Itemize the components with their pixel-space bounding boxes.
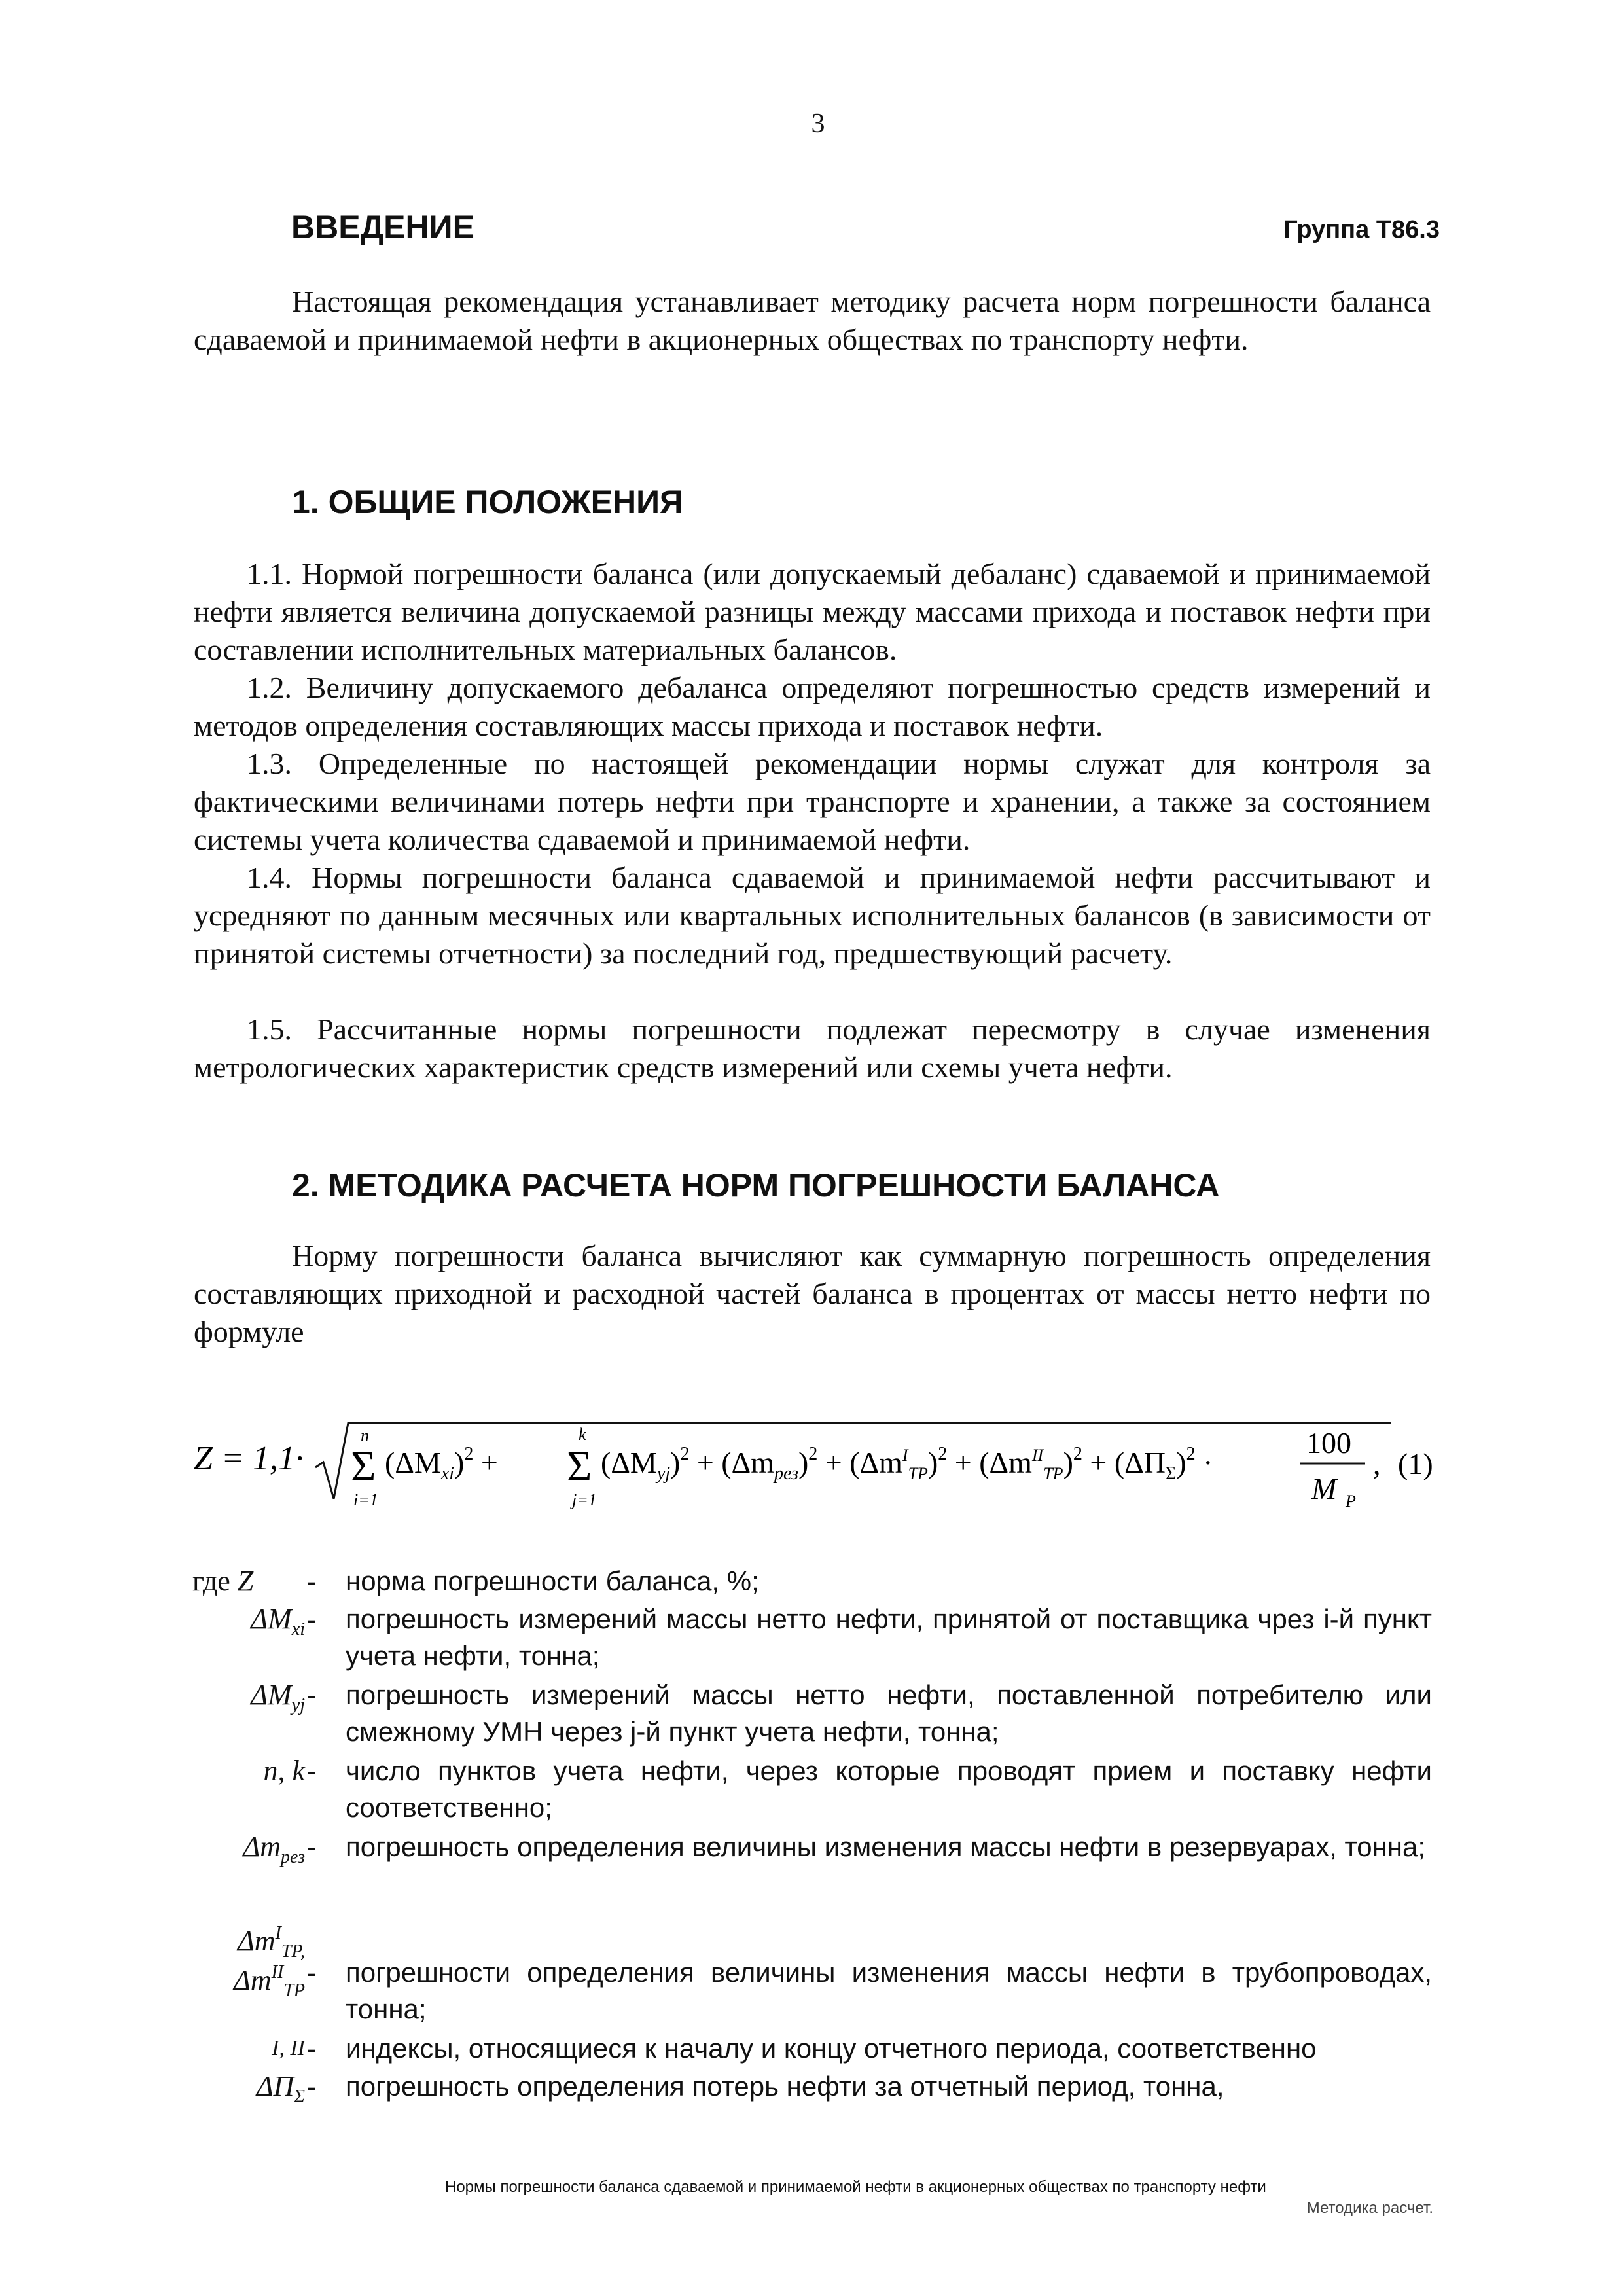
- balance-formula: [194, 1407, 1470, 1525]
- def-dash: -: [306, 1603, 317, 1635]
- item-1-5: [194, 1011, 1431, 1086]
- section2-intro-text: Норму погрешности баланса вычисляют как суммарную погрешность определения составляющих приходной и расходной частей баланса в процентах от массы нетто нефти по формуле: [194, 1239, 1431, 1348]
- def-symbol-dm2tp: Δm: [234, 1964, 272, 1996]
- definition-nk: [194, 1753, 1437, 1831]
- item-1-3-num: 1.3.: [247, 747, 292, 780]
- definition-dm1tp: $\Delta m^I_{TP,}$: [237, 1923, 305, 1962]
- def-symbol-dm1tp: Δm: [237, 1925, 276, 1957]
- def-symbol-nk: n, k: [263, 1755, 305, 1787]
- intro-title: ВВЕДЕНИЕ: [291, 209, 474, 245]
- term-dmx: $(\Delta M_{xi})^2$ +: [385, 1444, 498, 1484]
- page-number: 3: [811, 109, 825, 139]
- item-1-2: [194, 669, 1431, 745]
- def-dash: -: [306, 2070, 317, 2102]
- item-1-3: [194, 745, 1431, 859]
- footer-title: Нормы погрешности баланса сдаваемой и принимаемой нефти в акционерных обществах по транспорту нефти: [445, 2178, 1266, 2196]
- footer-subtitle: Методика расчет.: [1306, 2199, 1433, 2217]
- def-dash: -: [306, 2032, 317, 2064]
- item-1-1-num: 1.1.: [247, 557, 292, 590]
- def-text-dmrez: погрешность определения величины изменения массы нефти в резервуарах, тонна;: [346, 1831, 1425, 1862]
- item-1-4: [194, 859, 1431, 973]
- sum2-bottom: j=1: [572, 1490, 597, 1509]
- intro-paragraph: [194, 283, 1431, 359]
- def-symbol-dmy: ΔM: [251, 1679, 292, 1711]
- section1-title: 1. ОБЩИЕ ПОЛОЖЕНИЯ: [292, 484, 683, 520]
- def-symbol-dpsum: ΔП: [256, 2070, 294, 2102]
- sum1-sigma: Σ: [351, 1443, 376, 1490]
- sum1-bottom: i=1: [353, 1490, 378, 1509]
- def-text-z: норма погрешности баланса, %;: [346, 1566, 759, 1596]
- item-1-4-text: Нормы погрешности баланса сдаваемой и принимаемой нефти рассчитывают и усредняют по данным месячных или квартальных исполнительных балансов (в зависимости от принятой системы отчетности) за последний год, предшествующий расчету.: [194, 861, 1431, 970]
- item-1-3-text: Определенные по настоящей рекомендации нормы служат для контроля за фактическими величинами потерь нефти при транспорте и хранении, а также за состоянием системы учета количества сдаваемой и принимаемой нефти.: [194, 747, 1431, 856]
- definition-dpsum: $\Delta П_\Sigma$ - погрешность определения потерь нефти за отчетный период, тонна,: [194, 2068, 1437, 2108]
- fraction-denominator-sub: P: [1346, 1492, 1356, 1511]
- definition-dmx: $\Delta M_{xi}$ - погрешность измерений массы нетто нефти, принятой от поставщика чрез i-й пункт учета нефти, тонна;: [194, 1601, 1437, 1679]
- def-dash: -: [306, 1565, 317, 1597]
- def-dash: -: [306, 1956, 317, 1988]
- def-dash: -: [306, 1679, 317, 1711]
- item-1-2-text: Величину допускаемого дебаланса определяют погрешностью средств измерений и методов определения составляющих массы прихода и поставок нефти.: [194, 671, 1431, 742]
- def-dash: -: [306, 1831, 317, 1863]
- formula-lhs: Z = 1,1·: [194, 1440, 304, 1477]
- item-1-1-text: Нормой погрешности баланса (или допускаемый дебаланс) сдаваемой и принимаемой нефти является величина допускаемой разницы между массами прихода и поставок нефти при составлении исполнительных материальных балансов.: [194, 557, 1431, 666]
- def-symbol-z: Z: [237, 1565, 254, 1597]
- item-1-1: [194, 555, 1431, 669]
- item-1-4-num: 1.4.: [247, 861, 292, 894]
- sum2-sigma: Σ: [567, 1443, 592, 1490]
- formula-comma: ,: [1373, 1447, 1381, 1480]
- def-text-indices: индексы, относящиеся к началу и концу отчетного периода, соответственно: [346, 2033, 1317, 2064]
- def-text-dm2tp: погрешности определения величины изменения массы нефти в трубопроводах, тонна;: [346, 1957, 1432, 2024]
- item-1-5-text: Рассчитанные нормы погрешности подлежат пересмотру в случае изменения метрологических характеристик средств измерений или схемы учета нефти.: [194, 1013, 1431, 1084]
- def-text-nk: число пунктов учета нефти, через которые проводят прием и поставку нефти соответственно;: [346, 1755, 1432, 1823]
- def-symbol-dmrez: Δm: [243, 1831, 281, 1863]
- definition-indices: [194, 2030, 1437, 2070]
- formula-number: (1): [1398, 1447, 1433, 1480]
- sum2-top: k: [579, 1425, 586, 1444]
- definition-z: [194, 1563, 1437, 1602]
- where-label: где: [192, 1565, 230, 1597]
- definition-dm2tp: $\Delta m^{II}_{TP}$ - погрешности определения величины изменения массы нефти в трубопроводах, тонна;: [194, 1954, 1437, 2033]
- item-1-5-num: 1.5.: [247, 1013, 292, 1046]
- section2-title: 2. МЕТОДИКА РАСЧЕТА НОРМ ПОГРЕШНОСТИ БАЛАНСА: [292, 1167, 1220, 1204]
- group-label: Группа Т86.3: [1283, 216, 1440, 243]
- def-symbol-indices: I, II: [272, 2036, 305, 2060]
- sum1-top: n: [361, 1426, 369, 1445]
- def-dash: -: [306, 1755, 317, 1787]
- item-1-2-num: 1.2.: [247, 671, 292, 704]
- def-text-dmy: погрешность измерений массы нетто нефти, поставленной потребителю или смежному УМН через j-й пункт учета нефти, тонна;: [346, 1679, 1432, 1747]
- section2-intro: [194, 1237, 1431, 1351]
- definition-dmrez: $\Delta m_{рез}$ - погрешность определения величины изменения массы нефти в резервуарах, тонна;: [194, 1829, 1437, 1907]
- intro-text: Настоящая рекомендация устанавливает методику расчета норм погрешности баланса сдаваемой и принимаемой нефти в акционерных обществах по транспорту нефти.: [194, 285, 1431, 356]
- def-symbol-dmx: ΔM: [251, 1603, 292, 1635]
- term-dmy: $(\Delta M_{yj})^2 + (\Delta m_{рез})^2 + (\Delta m^I_{TP})^2 + (\Delta m^{II}_{TP})^2 + (\Delta П_\Sigma)^2$ ·: [601, 1444, 1213, 1484]
- fraction-denominator: M: [1311, 1472, 1337, 1505]
- def-text-dpsum: погрешность определения потерь нефти за отчетный период, тонна,: [346, 2071, 1224, 2102]
- def-text-dmx: погрешность измерений массы нетто нефти, принятой от поставщика чрез i-й пункт учета нефти, тонна;: [346, 1604, 1432, 1671]
- fraction-numerator: 100: [1306, 1426, 1351, 1460]
- definition-dmy: $\Delta M_{yj}$ - погрешность измерений массы нетто нефти, поставленной потребителю или смежному УМН через j-й пункт учета нефти, тонна;: [194, 1677, 1437, 1755]
